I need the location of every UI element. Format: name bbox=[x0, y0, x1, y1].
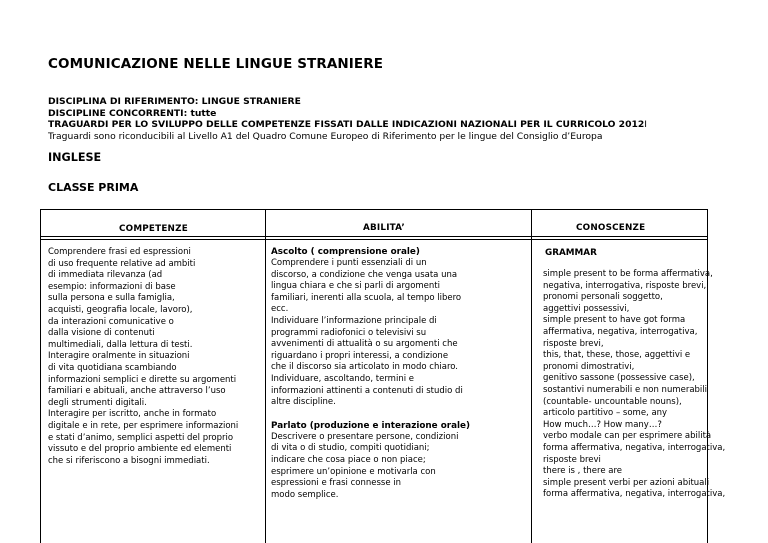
subject-heading: INGLESE bbox=[48, 151, 102, 164]
text-line: informazioni attinenti a contenuti di studio di bbox=[271, 385, 463, 396]
parlato-list bbox=[271, 432, 470, 502]
curriculum-table bbox=[40, 209, 726, 543]
text-line: familiari, inerenti alla scuola, al tempo libero bbox=[271, 292, 462, 303]
column-abilita bbox=[266, 210, 532, 543]
abilita-content bbox=[271, 246, 470, 501]
text-line: avvenimenti di attualità o su argomenti che bbox=[271, 339, 458, 350]
class-heading: CLASSE PRIMA bbox=[48, 181, 139, 194]
grammar-list bbox=[543, 269, 725, 501]
text-line: indicare che cosa piace o non piace; bbox=[271, 454, 426, 465]
text-line: programmi radiofonici o televisivi su bbox=[271, 327, 427, 338]
text-line: negativa, interrogativa, risposte brevi, bbox=[543, 280, 707, 291]
text-line: degli strumenti digitali. bbox=[48, 397, 147, 408]
text-line: sulla persona e sulla famiglia, bbox=[48, 293, 175, 304]
text-line: Interagire oralmente in situazioni bbox=[48, 351, 190, 362]
text-line: Comprendere frasi ed espressioni bbox=[48, 247, 191, 257]
text-line: pronomi dimostrativi, bbox=[543, 361, 635, 372]
meta-livello: Traguardi sono riconducibili al Livello A1 del Quadro Comune Europeo di Riferimento per le lingue del Consiglio d’Europa bbox=[48, 130, 603, 142]
text-line: Individuare, ascoltando, termini e bbox=[271, 373, 415, 384]
text-line: espressioni e frasi connesse in bbox=[271, 478, 401, 489]
text-line: there is , there are bbox=[543, 466, 623, 477]
grammar-title: GRAMMAR bbox=[545, 248, 597, 258]
footnote-mark[interactable]: I bbox=[644, 119, 647, 131]
text-line: forma affermativa, negativa, interrogativa, bbox=[543, 489, 726, 500]
header-divider bbox=[532, 236, 707, 237]
meta-discipline-concorrenti: DISCIPLINE CONCORRENTI: tutte bbox=[48, 107, 217, 119]
text-line: vissuto e del proprio ambiente ed elementi bbox=[48, 444, 232, 455]
text-line: aggettivi possessivi, bbox=[543, 303, 630, 314]
text-line: esprimere un’opinione e motivarla con bbox=[271, 466, 436, 477]
text-line: risposte brevi bbox=[543, 454, 601, 465]
text-line: riguardano i propri interessi, a condizione bbox=[271, 350, 449, 361]
text-line: lingua chiara e che si parli di argomenti bbox=[271, 281, 440, 292]
text-line: How much…? How many…? bbox=[543, 419, 662, 430]
text-line: da interazioni comunicative o bbox=[48, 316, 174, 327]
text-line: Descrivere o presentare persone, condizioni bbox=[271, 431, 459, 442]
text-line: esempio: informazioni di base bbox=[48, 281, 176, 292]
text-line: digitale e in rete, per esprimere informazioni bbox=[48, 420, 239, 431]
text-line: simple present to have got forma bbox=[543, 315, 686, 326]
text-line: (countable- uncountable nouns), bbox=[543, 396, 682, 407]
text-line: di vita o di studio, compiti quotidiani; bbox=[271, 443, 430, 454]
text-line: di immediata rilevanza (ad bbox=[48, 270, 163, 281]
meta-traguardi bbox=[48, 119, 748, 131]
text-line: simple present to be forma affermativa, bbox=[543, 269, 713, 279]
ascolto-list bbox=[271, 258, 470, 409]
header-divider bbox=[266, 236, 531, 237]
text-line: ecc. bbox=[271, 304, 289, 315]
parlato-title: Parlato (produzione e interazione orale) bbox=[271, 420, 471, 431]
competenze-list bbox=[48, 247, 238, 467]
ascolto-title: Ascolto ( comprensione orale) bbox=[271, 247, 420, 257]
text-line: genitivo sassone (possessive case), bbox=[543, 373, 695, 384]
text-line: risposte brevi, bbox=[543, 338, 604, 349]
header-divider bbox=[41, 236, 265, 237]
header-conoscenze: CONOSCENZE bbox=[576, 223, 646, 233]
document-meta bbox=[48, 96, 748, 142]
text-line: e stati d’animo, semplici aspetti del proprio bbox=[48, 432, 234, 443]
text-line: discorso, a condizione che venga usata una bbox=[271, 269, 458, 280]
text-line: dalla visione di contenuti bbox=[48, 328, 155, 339]
text-line: altre discipline. bbox=[271, 397, 336, 408]
text-line: verbo modale can per esprimere abilità bbox=[543, 431, 712, 442]
text-line: multimediali, dalla lettura di testi. bbox=[48, 339, 193, 350]
header-competenze: COMPETENZE bbox=[119, 224, 188, 234]
text-line: Interagire per iscritto, anche in formato bbox=[48, 409, 217, 420]
column-conoscenze bbox=[532, 210, 726, 543]
document-title: COMUNICAZIONE NELLE LINGUE STRANIERE bbox=[48, 56, 384, 72]
header-divider bbox=[532, 239, 707, 240]
header-divider bbox=[41, 239, 265, 240]
text-line: Individuare l’informazione principale di bbox=[271, 315, 437, 326]
text-line: informazioni semplici e dirette su argomenti bbox=[48, 374, 237, 385]
text-line: affermativa, negativa, interrogativa, bbox=[543, 326, 698, 337]
text-line: pronomi personali soggetto, bbox=[543, 292, 663, 303]
meta-traguardi-text: TRAGUARDI PER LO SVILUPPO DELLE COMPETENZE FISSATI DALLE INDICAZIONI NAZIONALI PER IL CURRICOLO 2012 bbox=[48, 119, 645, 131]
meta-disciplina: DISCIPLINA DI RIFERIMENTO: LINGUE STRANIERE bbox=[48, 96, 301, 107]
text-line: modo semplice. bbox=[271, 489, 339, 500]
header-divider bbox=[266, 239, 531, 240]
text-line: di vita quotidiana scambiando bbox=[48, 362, 177, 373]
text-line: che si riferiscono a bisogni immediati. bbox=[48, 455, 210, 466]
text-line: che il discorso sia articolato in modo chiaro. bbox=[271, 362, 458, 373]
text-line: articolo partitivo – some, any bbox=[543, 408, 668, 419]
text-line: di uso frequente relative ad ambiti bbox=[48, 258, 196, 269]
text-line: familiari e abituali, anche attraverso l’uso bbox=[48, 386, 226, 397]
text-line: this, that, these, those, aggettivi e bbox=[543, 350, 691, 361]
text-line: simple present verbi per azioni abituali bbox=[543, 477, 710, 488]
text-line: sostantivi numerabili e non numerabili bbox=[543, 384, 708, 395]
header-abilita: ABILITA’ bbox=[363, 223, 405, 233]
text-line: acquisti, geografia locale, lavoro), bbox=[48, 304, 193, 315]
text-line: Comprendere i punti essenziali di un bbox=[271, 258, 427, 268]
text-line: forma affermativa, negativa, interrogativa, bbox=[543, 442, 726, 453]
column-competenze bbox=[41, 210, 266, 543]
